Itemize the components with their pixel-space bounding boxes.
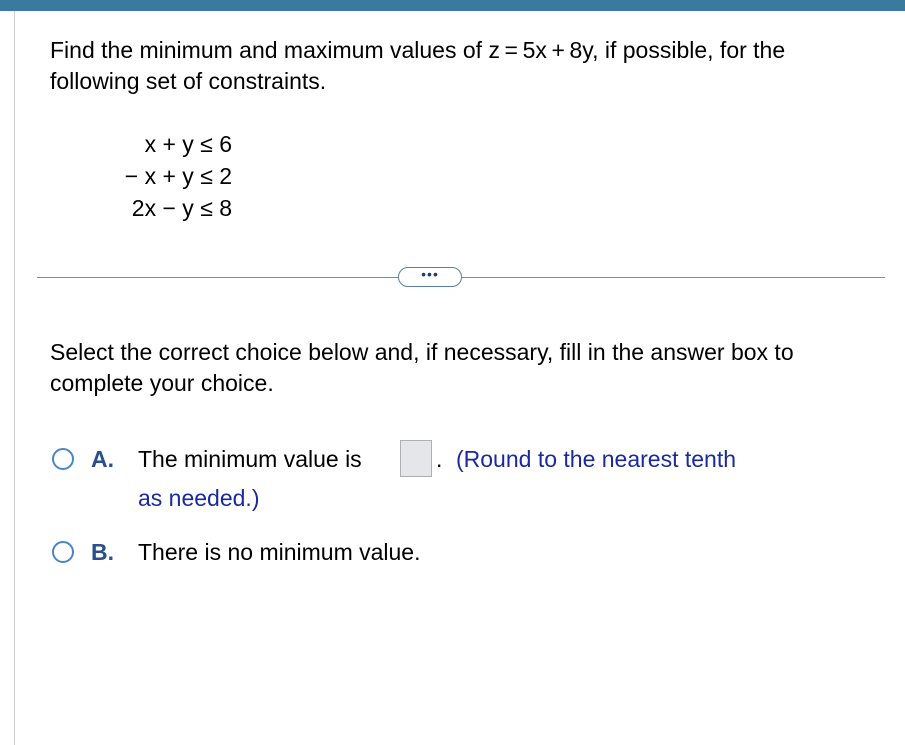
top-bar — [0, 0, 905, 11]
constraints-list — [0, 128, 232, 224]
instruction-text: Select the correct choice below and, if necessary, fill in the answer box to complete your choice. — [50, 339, 794, 396]
constraint-3: 2x − y ≤ 8 — [131, 195, 232, 221]
left-border — [14, 11, 15, 745]
rounding-hint-continued: as needed.) — [138, 485, 260, 511]
constraint-2: − x + y ≤ 2 — [124, 163, 232, 189]
choice-b-text: There is no minimum value. — [138, 539, 421, 565]
question-text: Find the minimum and maximum values of z = 5x + 8y, if possible, for the following set of constraints. — [50, 37, 786, 94]
rounding-hint: (Round to the nearest tenth — [456, 446, 737, 472]
choice-a-letter: A. — [91, 446, 114, 472]
constraint-1: x + y ≤ 6 — [144, 131, 232, 157]
choice-b-letter: B. — [91, 539, 114, 565]
choice-b-radio[interactable] — [52, 541, 74, 563]
choice-a-radio[interactable] — [52, 448, 74, 470]
choice-a-period: . — [436, 446, 443, 472]
answer-input-box[interactable] — [400, 440, 432, 477]
choice-a-text: The minimum value is — [138, 446, 362, 472]
more-options-button[interactable]: ••• — [398, 267, 462, 287]
